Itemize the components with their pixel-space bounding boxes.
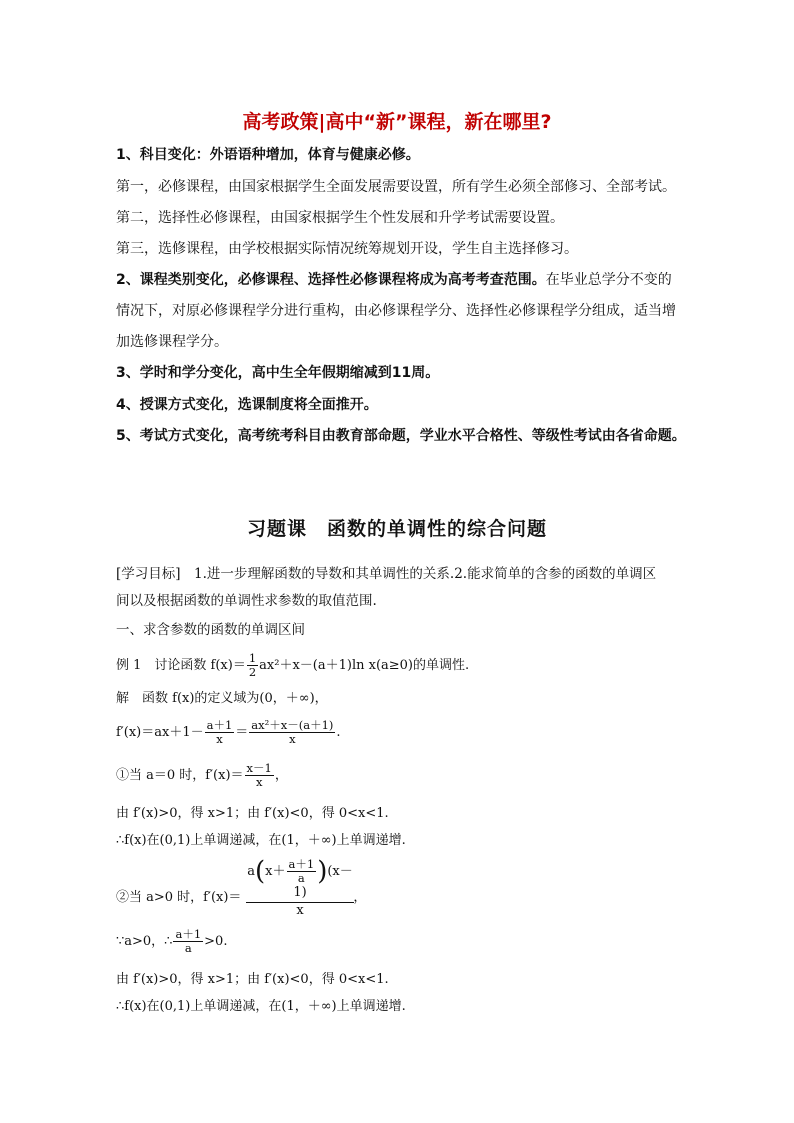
learning-goal-line-2: 间以及根据函数的单调性求参数的取值范围. (116, 593, 377, 609)
case-1-sign: 由 f′(x)>0，得 x>1；由 f′(x)<0，得 0<x<1. (116, 806, 389, 821)
policy-item-1: 1、科目变化：外语语种增加，体育与健康必修。 (116, 147, 420, 163)
case-2-derivative: ②当 a>0 时，f′(x)＝ ， (116, 890, 367, 905)
lesson-title: 习题课 函数的单调性的综合问题 (246, 518, 547, 540)
case-1-conclusion: ∴f(x)在(0,1)上单调递减，在(1，＋∞)上单调递增. (116, 833, 406, 848)
half-fraction: $\frac{1}{2}$ (248, 651, 257, 679)
case-2-big-fraction (246, 858, 354, 918)
case-2-sign: 由 f′(x)>0，得 x>1；由 f′(x)<0，得 0<x<1. (116, 972, 389, 987)
policy-item-2-bold: 2、课程类别变化，必修课程、选择性必修课程将成为高考考查范围。 (116, 272, 546, 288)
case-2-conclusion: ∴f(x)在(0,1)上单调递减，在(1，＋∞)上单调递增. (116, 999, 406, 1014)
case-1-fraction: $\frac{x-1}{x}$ (246, 761, 272, 789)
solution-domain: 解 函数 f(x)的定义域为(0，＋∞)， (116, 691, 328, 706)
section-heading: 一、求含参数的函数的单调区间 (116, 622, 305, 638)
policy-line-third: 第三，选修课程，由学校根据实际情况统筹规划开设，学生自主选择修习。 (116, 241, 578, 257)
derivative-fraction-1: $\frac{a+1}{x}$ (206, 718, 233, 746)
example-1-text-tail: ax²＋x－(a＋1)ln x(a≥0)的单调性. (259, 658, 470, 673)
learning-goal-line-1: [学习目标] 1.进一步理解函数的导数和其单调性的关系.2.能求简单的含参的函数的单调区 (116, 566, 657, 582)
case-2-inner-fraction: $\frac{a+1}{a}$ (288, 857, 315, 885)
policy-item-2-cont2: 加选修课程学分。 (116, 334, 228, 350)
policy-line-first: 第一，必修课程，由国家根据学生全面发展需要设置，所有学生必须全部修习、全部考试。 (116, 179, 676, 195)
case-2-since-fraction: $\frac{a+1}{a}$ (175, 927, 202, 955)
policy-item-5: 5、考试方式变化，高考统考科目由教育部命题，学业水平合格性、等级性考试由各省命题。 (116, 428, 686, 444)
case-1-derivative: ①当 a＝0 时，f′(x)＝ $\frac{x-1}{x}$ ， (116, 761, 288, 789)
policy-item-2-cont: 情况下，对原必修课程学分进行重构，由必修课程学分、选择性必修课程学分组成，适当增 (116, 303, 676, 319)
derivative-line: f′(x)＝ax＋1－ $\frac{a+1}{x}$ ＝ $\frac{\text{ax²＋x－(a＋1)}}{x}$ . (116, 718, 341, 746)
news-title: 高考政策|高中“新”课程，新在哪里? (242, 111, 552, 133)
policy-item-2-rest: 在毕业总学分不变的 (545, 272, 672, 288)
policy-item-4: 4、授课方式变化，选课制度将全面推开。 (116, 397, 378, 413)
case-2-numerator: a(x＋ $\frac{a+1}{a}$ )(x－1) (247, 856, 353, 900)
policy-line-second: 第二，选择性必修课程，由国家根据学生个性发展和升学考试需要设置。 (116, 210, 564, 226)
derivative-fraction-2: $\frac{\text{ax²＋x－(a＋1)}}{x}$ (251, 718, 334, 746)
example-1-text: 例 1 讨论函数 f(x)＝ (116, 658, 246, 673)
policy-item-2 (116, 271, 696, 289)
policy-item-3: 3、学时和学分变化，高中生全年假期缩减到11周。 (116, 365, 440, 381)
case-2-denominator: x (296, 903, 304, 918)
case-2-since: ∵a>0，∴ $\frac{a+1}{a}$ >0. (116, 927, 228, 955)
example-1 (116, 651, 696, 681)
